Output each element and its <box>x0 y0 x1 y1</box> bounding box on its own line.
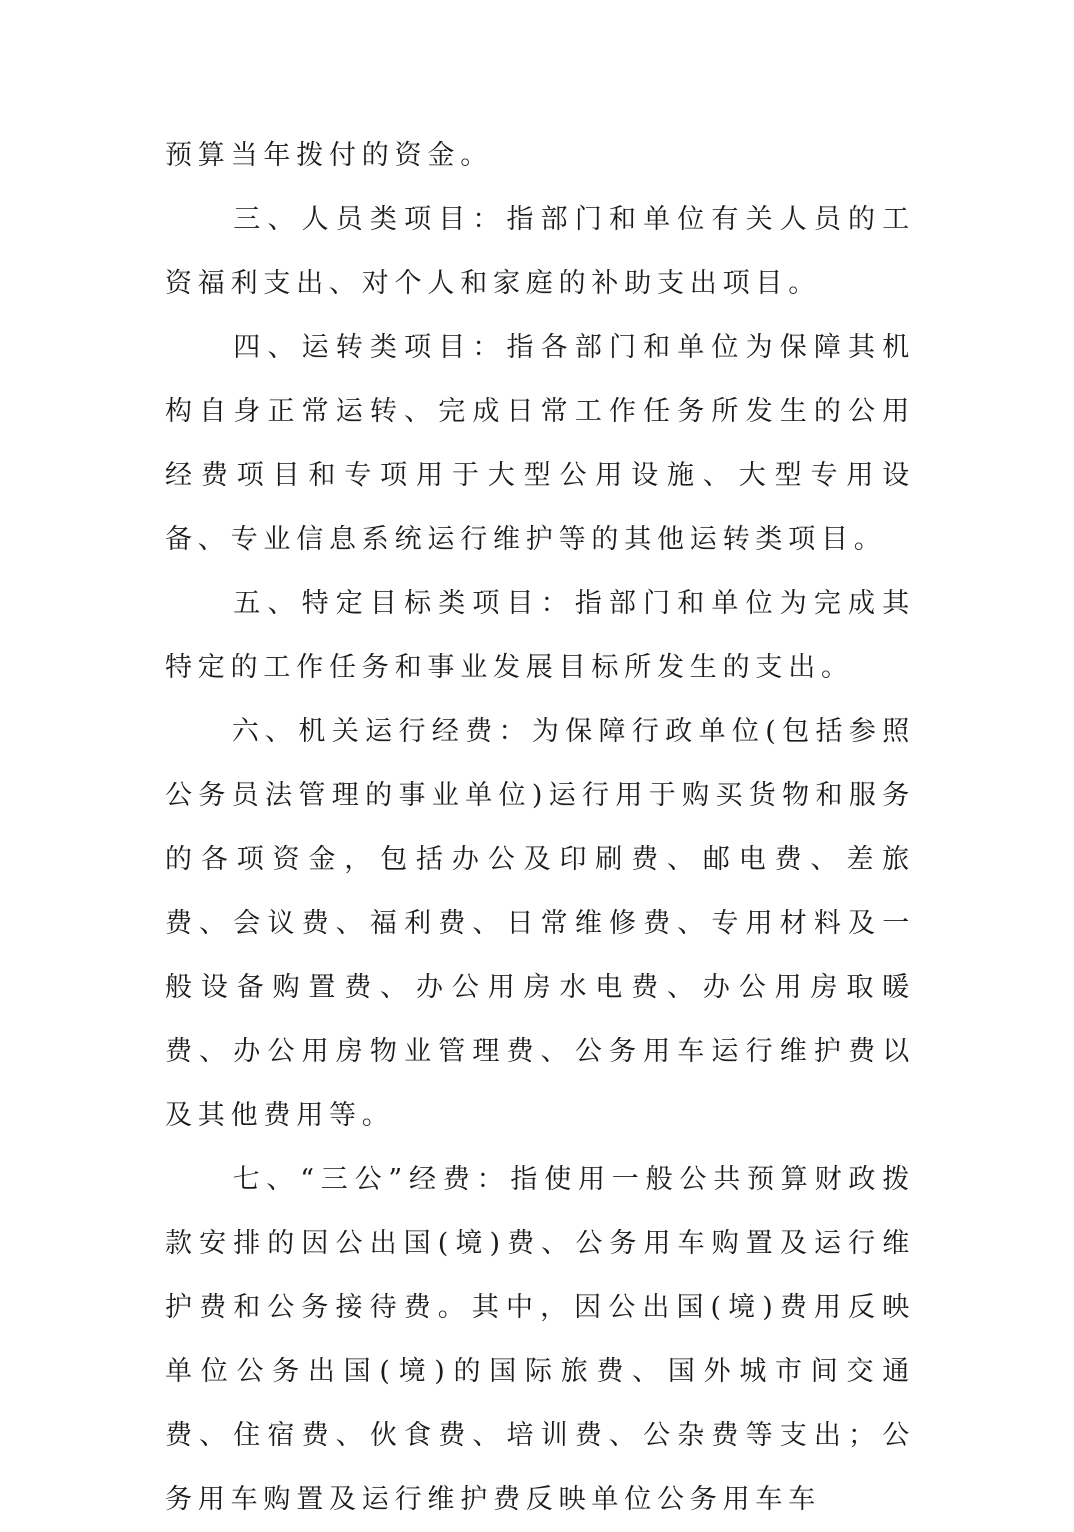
paragraph-three-public-expenses: 七、“三公”经费：指使用一般公共预算财政拨款安排的因公出国(境)费、公务用车购置及运行维护费和公务接待费。其中，因公出国(境)费用反映单位公务出国(境)的国际旅费、国外城市间交通费、住宿费、伙食费、培训费、公杂费等支出；公务用车购置及运行维护费反映单位公务用车车 <box>165 1164 915 1515</box>
paragraph-personnel-projects: 三、人员类项目：指部门和单位有关人员的工资福利支出、对个人和家庭的补助支出项目。 <box>165 204 915 299</box>
paragraph-operational-projects: 四、运转类项目：指各部门和单位为保障其机构自身正常运转、完成日常工作任务所发生的公用经费项目和专项用于大型公用设施、大型专用设备、专业信息系统运行维护等的其他运转类项目。 <box>165 332 915 555</box>
paragraph-agency-operating-expenses: 六、机关运行经费：为保障行政单位(包括参照公务员法管理的事业单位)运行用于购买货物和服务的各项资金，包括办公及印刷费、邮电费、差旅费、会议费、福利费、日常维修费、专用材料及一般设备购置费、办公用房水电费、办公用房取暖费、办公用房物业管理费、公务用车运行维护费以及其他费用等。 <box>165 716 915 1131</box>
paragraph-specific-target-projects: 五、特定目标类项目：指部门和单位为完成其特定的工作任务和事业发展目标所发生的支出。 <box>165 588 915 683</box>
paragraph-continuation: 预算当年拨付的资金。 <box>165 140 493 171</box>
document-body <box>165 124 915 1532</box>
